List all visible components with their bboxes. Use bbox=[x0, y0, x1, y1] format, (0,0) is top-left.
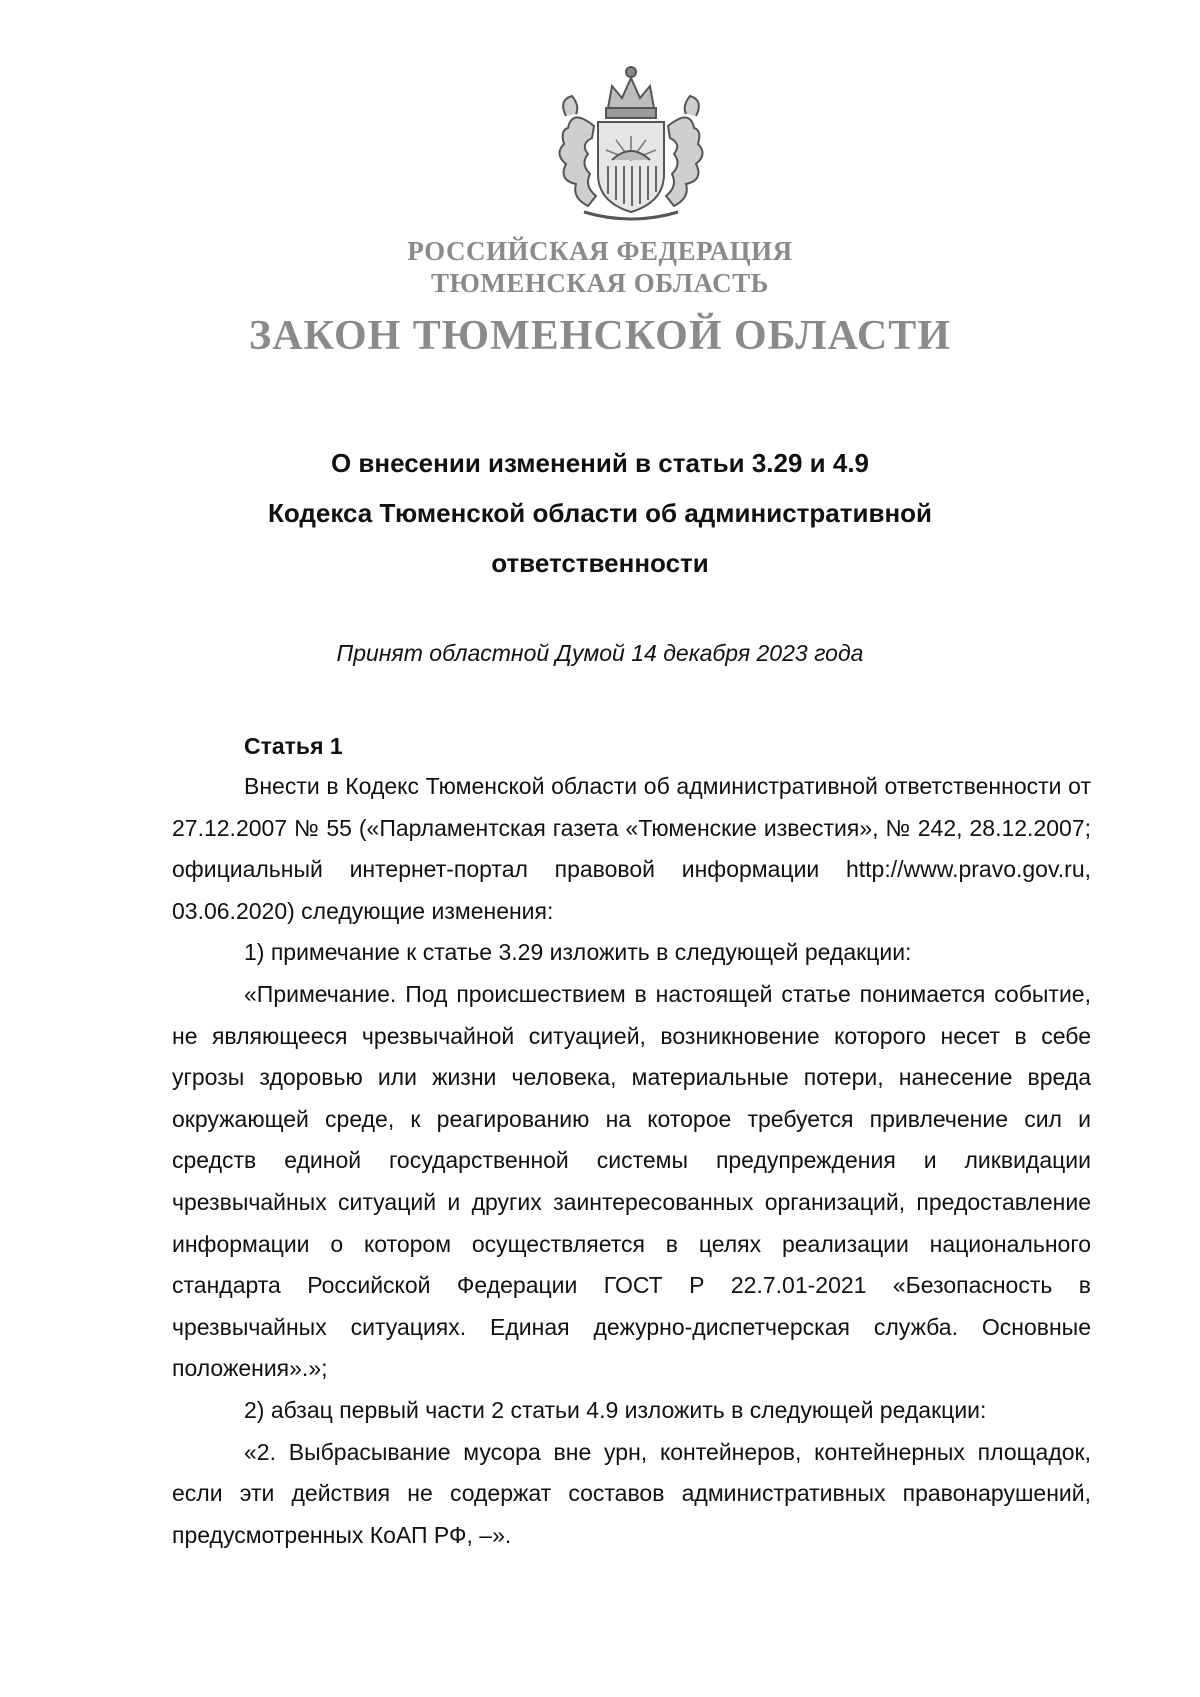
tyumen-coat-of-arms-icon bbox=[536, 56, 726, 226]
article-heading: Статья 1 bbox=[244, 733, 343, 759]
region-name: ТЮМЕНСКАЯ ОБЛАСТЬ bbox=[430, 268, 770, 298]
article-paragraph: Внести в Кодекс Тюменской области об административной ответственности от 27.12.2007 № 55 («Парламентская газета «Тюменские известия», № 242, 28.12.2007; официальный интернет-портал правовой информации http://www.pravo.gov.ru, 03.06.2020) следующие изменения: bbox=[172, 773, 1091, 924]
article-paragraph: 2) абзац первый части 2 статьи 4.9 изложить в следующей редакции: bbox=[244, 1396, 987, 1423]
document-title-line-2: Кодекса Тюменской области об административной bbox=[267, 498, 933, 528]
article-paragraph: «2. Выбрасывание мусора вне урн, контейнеров, контейнерных площадок, если эти действия не содержат составов административных правонарушений, предусмотренных КоАП РФ, –». bbox=[172, 1438, 1091, 1548]
article-body bbox=[172, 766, 1091, 1556]
law-type-title: ЗАКОН ТЮМЕНСКОЙ ОБЛАСТИ bbox=[249, 313, 951, 359]
country-name: РОССИЙСКАЯ ФЕДЕРАЦИЯ bbox=[407, 236, 793, 266]
article-paragraph: «Примечание. Под происшествием в настоящей статье понимается событие, не являющееся чрезвычайной ситуацией, возникновение которого несет в себе угрозы здоровью или жизни человека, материальные потери, нанесение вреда окружающей среде, к реагированию на которое требуется привлечение сил и средств единой государственной системы предупреждения и ликвидации чрезвычайных ситуаций и других заинтересованных организаций, предоставление информации о котором осуществляется в целях реализации национального стандарта Российской Федерации ГОСТ Р 22.7.01-2021 «Безопасность в чрезвычайных ситуациях. Единая дежурно-диспетчерская служба. Основные положения».»; bbox=[172, 980, 1091, 1382]
article-paragraph: 1) примечание к статье 3.29 изложить в следующей редакции: bbox=[244, 939, 912, 966]
document-title-line-3: ответственности bbox=[491, 548, 709, 578]
adoption-note: Принят областной Думой 14 декабря 2023 года bbox=[336, 640, 864, 666]
document-title bbox=[180, 438, 1020, 588]
document-title-line-1: О внесении изменений в статьи 3.29 и 4.9 bbox=[330, 448, 870, 478]
